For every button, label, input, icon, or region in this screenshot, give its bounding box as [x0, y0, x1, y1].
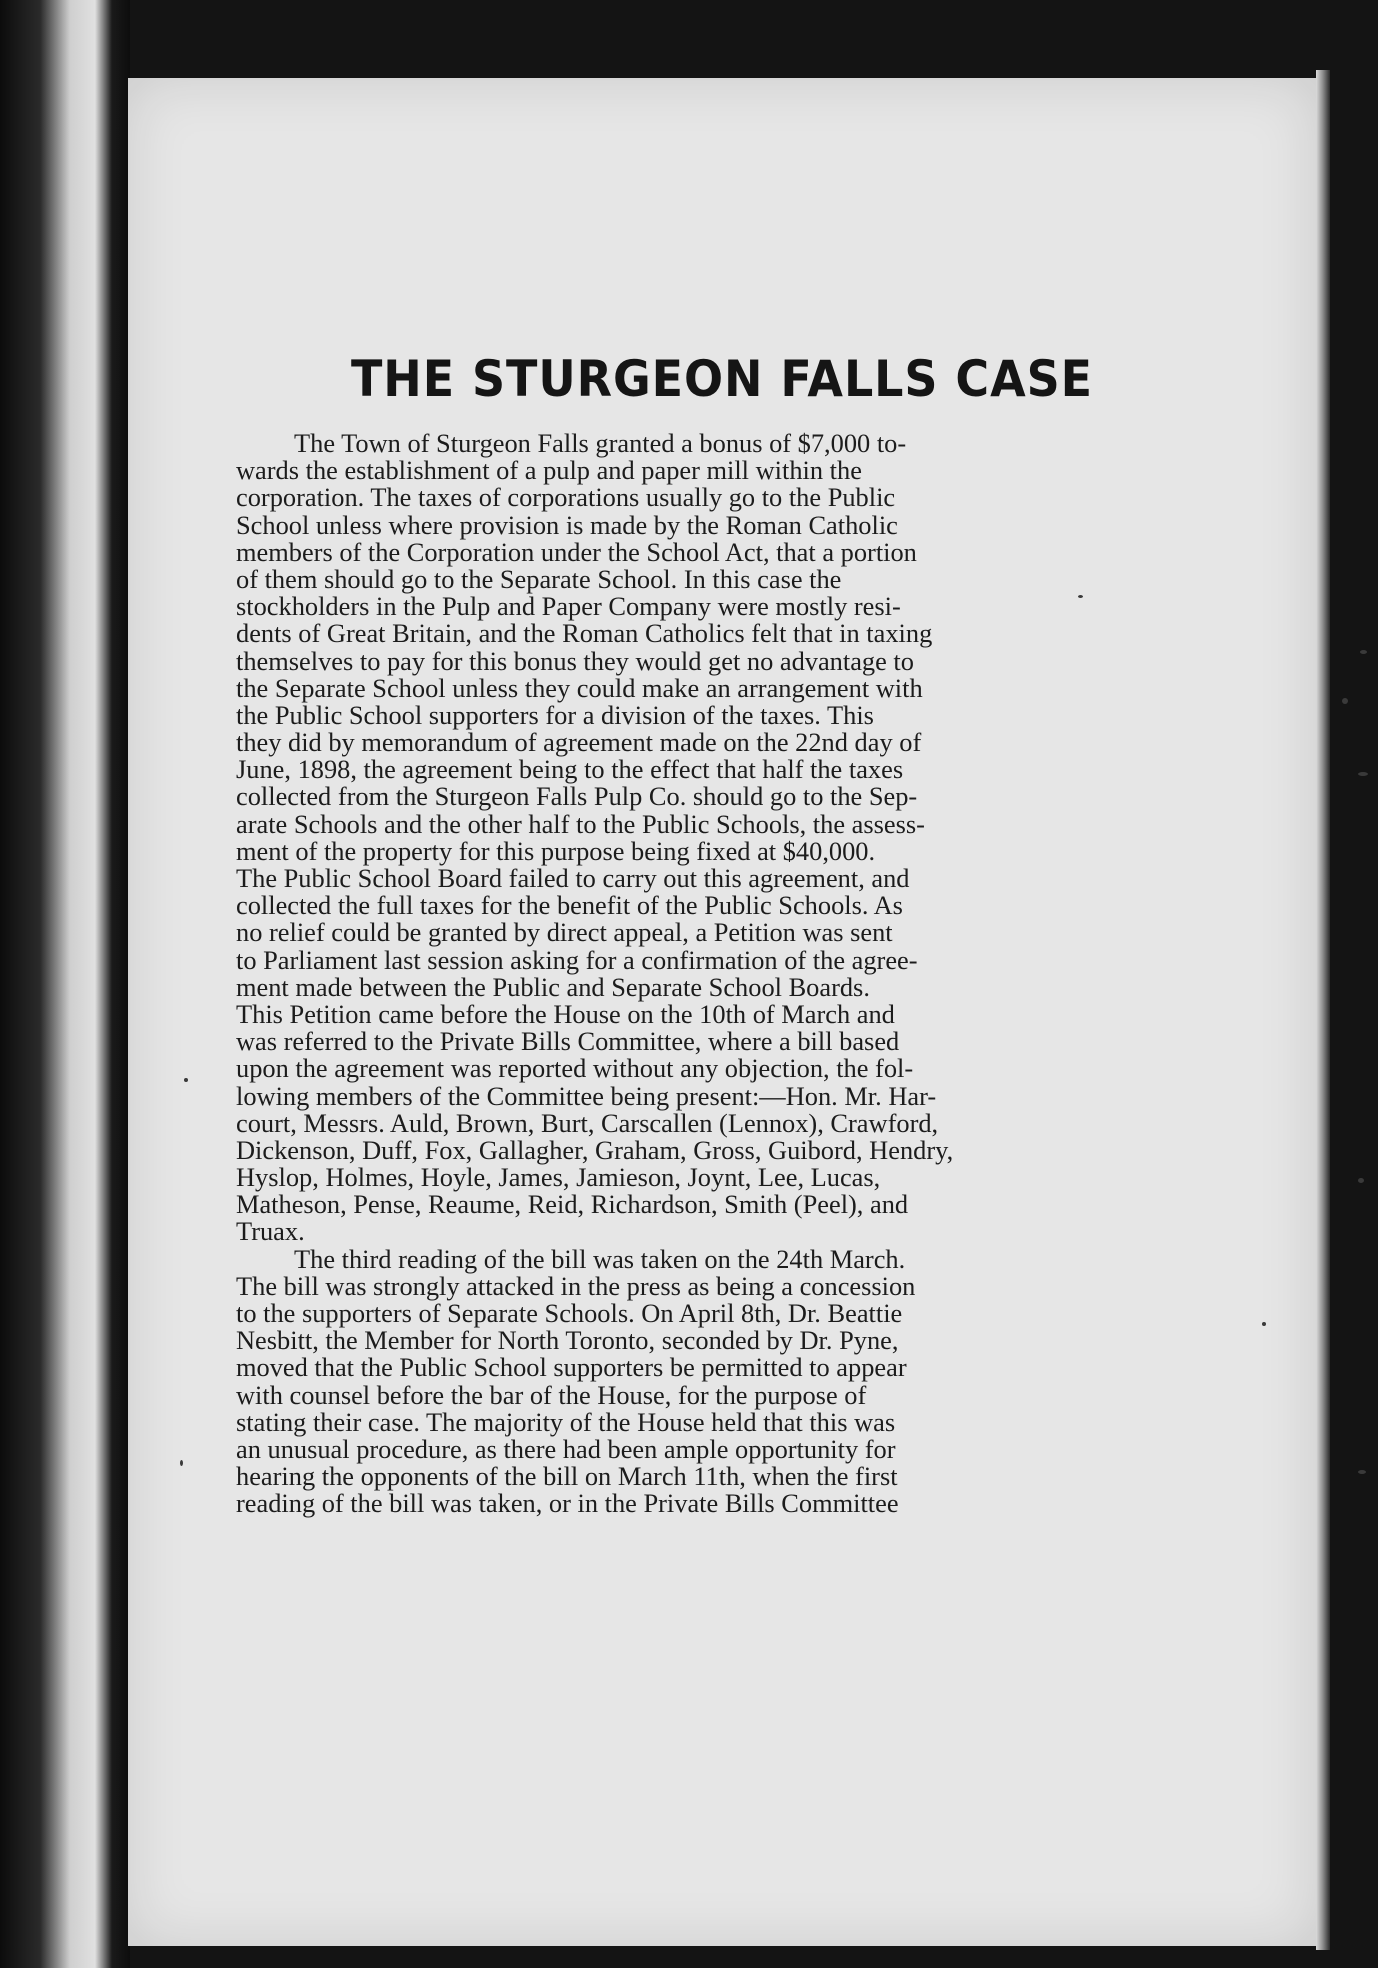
text-line: moved that the Public School supporters be permitted to appear: [236, 1352, 907, 1383]
text-line: June, 1898, the agreement being to the effect that half the taxes: [236, 754, 904, 785]
page-title: THE STURGEON FALLS CASE: [351, 350, 1093, 408]
text-line: corporation. The taxes of corporations usually go to the Public: [236, 482, 896, 513]
text-line: with counsel before the bar of the House, for the purpose of: [236, 1379, 867, 1410]
text-line: Truax.: [236, 1216, 305, 1247]
text-line: collected from the Sturgeon Falls Pulp Co. should go to the Sep-: [236, 781, 918, 812]
text-line: The third reading of the bill was taken on the 24th March.: [294, 1243, 906, 1274]
text-line: Matheson, Pense, Reaume, Reid, Richardson, Smith (Peel), and: [236, 1189, 909, 1220]
text-line: ment made between the Public and Separate School Boards.: [236, 971, 870, 1002]
scan-speck: [1358, 772, 1368, 776]
page-edge-shadow: [1316, 70, 1330, 1950]
text-line: lowing members of the Committee being present:—Hon. Mr. Har-: [236, 1080, 937, 1111]
scan-speck: [1078, 595, 1083, 598]
text-line: collected the full taxes for the benefit of the Public Schools. As: [236, 890, 903, 921]
scan-speck: [180, 1460, 183, 1466]
text-line: an unusual procedure, as there had been ample opportunity for: [236, 1433, 896, 1464]
text-line: no relief could be granted by direct appeal, a Petition was sent: [236, 917, 893, 948]
text-line: stockholders in the Pulp and Paper Company were mostly resi-: [236, 591, 901, 622]
text-line: court, Messrs. Auld, Brown, Burt, Carscallen (Lennox), Crawford,: [236, 1107, 939, 1138]
book-page: [128, 78, 1316, 1946]
text-line: to the supporters of Separate Schools. On April 8th, Dr. Beattie: [236, 1298, 903, 1328]
text-line: members of the Corporation under the School Act, that a portion: [236, 536, 917, 567]
text-line: Nesbitt, the Member for North Toronto, seconded by Dr. Pyne,: [236, 1325, 899, 1356]
text-line: The bill was strongly attacked in the press as being a concession: [236, 1270, 916, 1301]
text-line: they did by memorandum of agreement made on the 22nd day of: [236, 727, 922, 758]
text-line: was referred to the Private Bills Committee, where a bill based: [236, 1026, 900, 1057]
text-line: themselves to pay for this bonus they would get no advantage to: [236, 645, 914, 676]
scan-speck: [1262, 1322, 1266, 1326]
text-line: arate Schools and the other half to the Public Schools, the assess-: [236, 808, 925, 839]
text-line: Hyslop, Holmes, Hoyle, James, Jamieson, Joynt, Lee, Lucas,: [236, 1162, 881, 1193]
text-line: hearing the opponents of the bill on March 11th, when the first: [236, 1461, 898, 1492]
text-line: The Town of Sturgeon Falls granted a bonus of $7,000 to-: [294, 428, 907, 458]
text-line: to Parliament last session asking for a confirmation of the agree-: [236, 944, 918, 975]
text-line: School unless where provision is made by the Roman Catholic: [236, 509, 898, 540]
text-line: of them should go to the Separate School. In this case the: [236, 563, 842, 594]
book-spine-shadow: [0, 0, 130, 1968]
text-line: The Public School Board failed to carry out this agreement, and: [236, 863, 910, 893]
text-line: ment of the property for this purpose being fixed at $40,000.: [236, 835, 876, 866]
text-line: dents of Great Britain, and the Roman Catholics felt that in taxing: [236, 618, 933, 649]
scan-speck: [184, 1078, 188, 1082]
article-body: [236, 430, 1200, 1518]
text-line: upon the agreement was reported without any objection, the fol-: [236, 1053, 914, 1084]
scan-speck: [1358, 1178, 1364, 1183]
scan-speck: [1358, 1470, 1366, 1474]
text-line: wards the establishment of a pulp and paper mill within the: [236, 455, 862, 486]
text-line: the Public School supporters for a division of the taxes. This: [236, 699, 874, 730]
text-line: This Petition came before the House on the 10th of March and: [236, 998, 895, 1029]
text-line: the Separate School unless they could make an arrangement with: [236, 672, 923, 703]
text-line: Dickenson, Duff, Fox, Gallagher, Graham, Gross, Guibord, Hendry,: [236, 1134, 954, 1165]
scan-speck: [1342, 698, 1348, 704]
scan-speck: [1360, 650, 1367, 654]
text-line: reading of the bill was taken, or in the Private Bills Committee: [236, 1488, 899, 1519]
text-line: stating their case. The majority of the House held that this was: [236, 1406, 896, 1437]
